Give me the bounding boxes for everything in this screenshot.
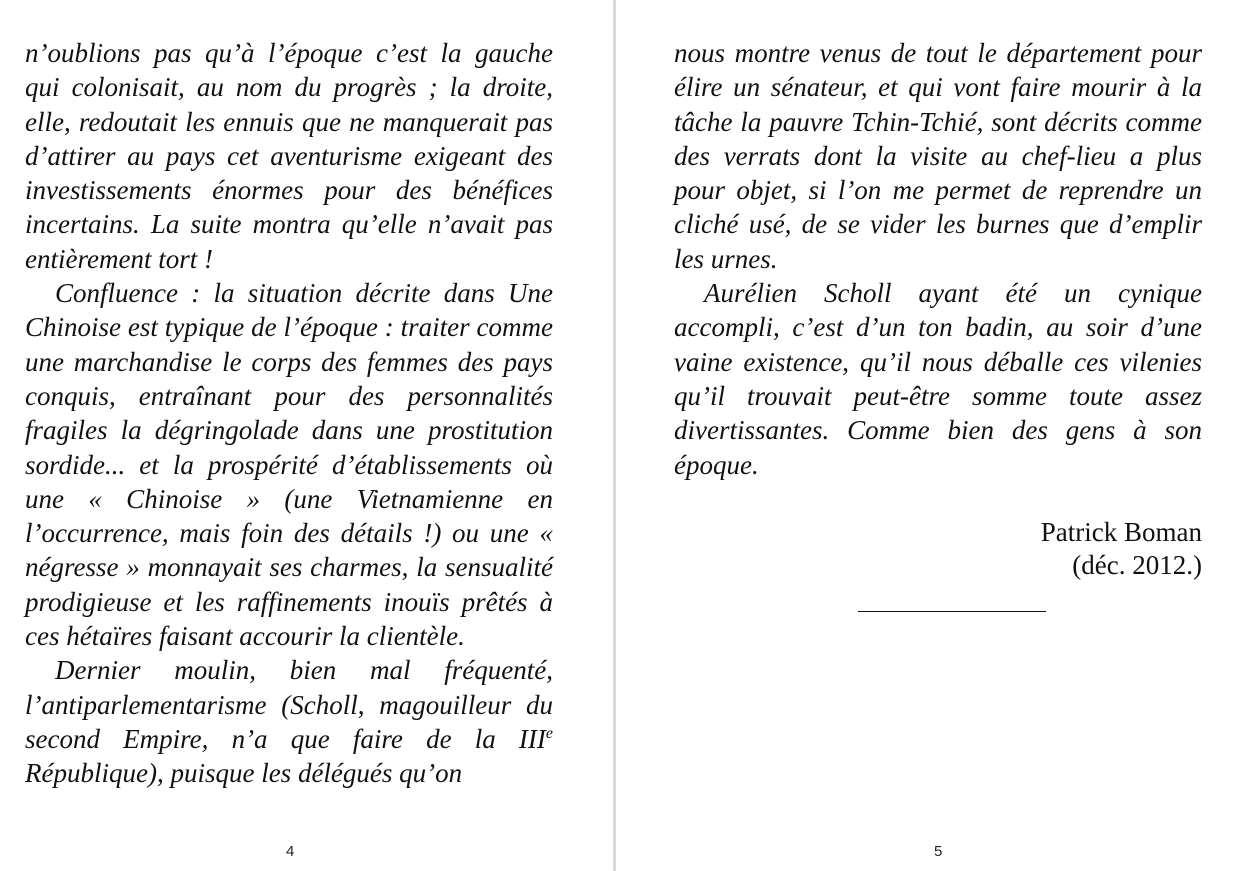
left-paragraph-3-end: République), puisque les délégués qu’on <box>25 758 463 789</box>
page-number-right: 5 <box>934 843 943 860</box>
signature <box>674 516 1202 582</box>
superscript-e: e <box>545 724 553 742</box>
right-page <box>616 0 1251 871</box>
right-paragraph-1: nous montre venus de tout le département pour élire un sénateur, et qui vont faire mourir à la tâche la pauvre Tchin-Tchié, sont décrits comme des verrats dont la visite au chef-lieu a plus pour objet, si l’on me permet de reprendre un cliché usé, de se vider les burnes que d’emplir les urnes. <box>674 38 1202 274</box>
right-page-text <box>674 36 1202 482</box>
left-paragraph-2: Confluence : la situation décrite dans Une Chinoise est typique de l’époque : traiter comme une marchandise le corps des femmes des pays conquis, entraînant pour des personnalités fragiles la dégringolade dans une prostitution sordide... et la prospérité d’établissements où une « Chinoise » (une Vietnamienne en l’occurrence, mais foin des détails !) ou une « négresse » monnayait ses charmes, la sensualité prodigieuse et les raffinements inouïs prêtés à ces hétaïres faisant accourir la clientèle. <box>25 278 553 652</box>
left-paragraph-3-start: Dernier moulin, bien mal fréquenté, l’antiparlementarisme (Scholl, magouilleur du second Empire, n’a que faire de la III <box>25 655 553 754</box>
left-paragraph-1: n’oublions pas qu’à l’époque c’est la gauche qui colonisait, au nom du progrès ; la droite, elle, redoutait les ennuis que ne manquerait pas d’attirer au pays cet aventurisme exigeant des investissements énormes pour des bénéfices incertains. La suite montra qu’elle n’avait pas entièrement tort ! <box>25 38 553 274</box>
left-paragraph-3 <box>25 653 553 790</box>
right-paragraph-2: Aurélien Scholl ayant été un cynique accompli, c’est d’un ton badin, au soir d’une vaine existence, qu’il nous déballe ces vilenies qu’il trouvait peut-être somme toute assez divertissantes. Comme bien des gens à son époque. <box>674 278 1202 480</box>
signature-rule <box>858 611 1046 612</box>
left-page-text <box>25 36 553 791</box>
page-number-left: 4 <box>286 843 295 860</box>
signature-name: Patrick Boman <box>1040 517 1202 547</box>
left-page <box>0 0 613 871</box>
signature-date: (déc. 2012.) <box>1072 550 1202 580</box>
